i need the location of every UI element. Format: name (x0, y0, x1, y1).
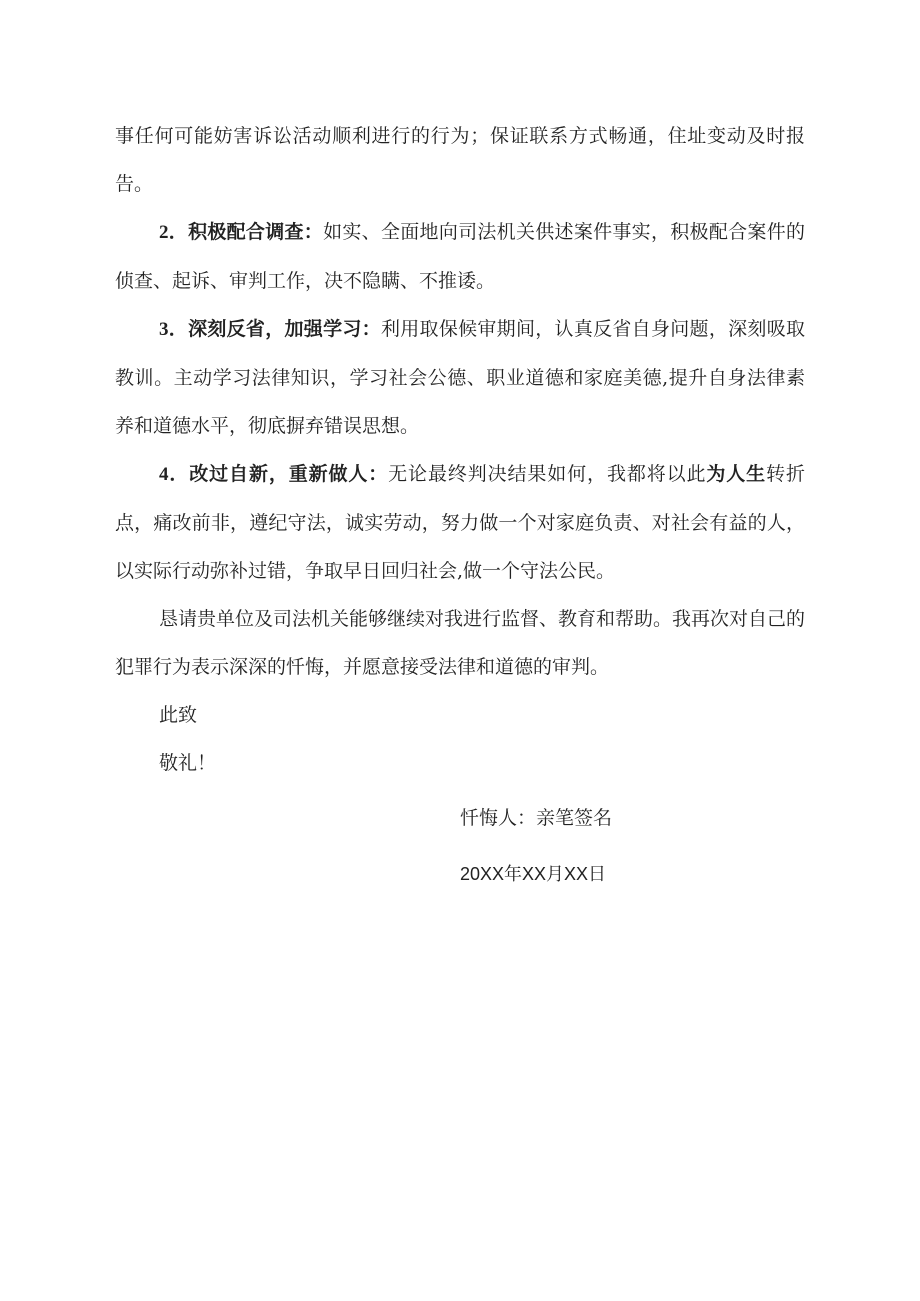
item-2-body: 如实、全面地向司法机关供述案件事实，积极配合案件的侦查、起诉、审判工作，决不隐瞒、不推诿。 (115, 221, 805, 292)
date-line: 20XX年XX月XX日 (460, 864, 607, 884)
item-4-body-bold: 为人生 (706, 463, 767, 485)
item-3-number: 3 (159, 319, 169, 340)
closing-paragraph: 恳请贵单位及司法机关能够继续对我进行监督、教育和帮助。我再次对自己的犯罪行为表示深深的忏悔，并愿意接受法律和道德的审判。 (115, 608, 806, 678)
paragraph-continuation: 事任何可能妨害诉讼活动顺利进行的行为；保证联系方式畅通，住址变动及时报告。 (115, 125, 805, 195)
item-2-heading: ．积极配合调查： (168, 221, 324, 243)
item-3 (115, 305, 805, 450)
item-2 (115, 208, 805, 305)
salutation-jing-li: 敬礼！ (159, 752, 217, 774)
signature-block (460, 790, 612, 902)
item-4-number: 4 (159, 464, 169, 485)
salutation-ci-zhi: 此致 (159, 704, 198, 726)
item-2-number: 2 (159, 222, 169, 243)
item-4-body-after: 转折点，痛改前非，遵纪守法，诚实劳动，努力做一个对家庭负责、对社会有益的人，以实际行动弥补过错，争取早日回归社会,做一个守法公民。 (115, 463, 805, 582)
item-3-heading: ．深刻反省，加强学习： (168, 318, 381, 340)
item-4-body-before: 无论最终判决结果如何，我都将以此 (388, 463, 707, 485)
document-body (115, 112, 805, 787)
item-4-heading: ．改过自新，重新做人： (168, 463, 389, 485)
item-3-body: 利用取保候审期间，认真反省自身问题，深刻吸取教训。主动学习法律知识，学习社会公德、职业道德和家庭美德,提升自身法律素养和道德水平，彻底摒弃错误思想。 (115, 318, 805, 437)
signature-line: 忏悔人：亲笔签名 (460, 807, 613, 829)
item-4 (115, 450, 805, 595)
